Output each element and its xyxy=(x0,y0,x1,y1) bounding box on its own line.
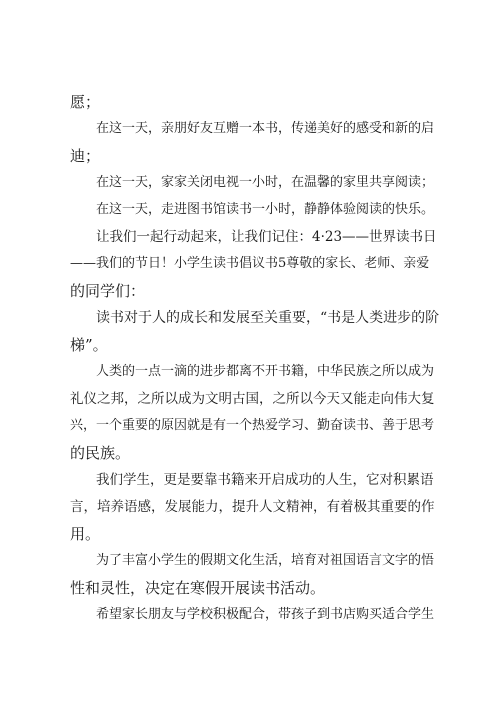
text-line: 让我们一起行动起来，让我们记住：4·23——世界读书日 xyxy=(96,229,437,245)
text-line: 我们学生，更是要靠书籍来开启成功的人生，它对积累语 xyxy=(96,472,434,488)
text-line: 用。 xyxy=(70,525,101,543)
text-line: ——我们的节日！小学生读书倡议书5尊敬的家长、老师、亲爱 xyxy=(70,256,430,271)
text-line: 言，培养语感，发展能力，提升人文精神，有着极其重要的作 xyxy=(70,499,435,515)
text-line: 的民族。 xyxy=(70,444,131,462)
text-line: 在这一天，亲朋好友互赠一本书，传递美好的感受和新的启 xyxy=(96,121,435,136)
text-line: 读书对于人的成长和发展至关重要，“书是人类进步的阶 xyxy=(96,310,440,326)
text-line: 的同学们： xyxy=(70,282,146,300)
text-line: 为了丰富小学生的假期文化生活，培育对祖国语言文字的悟 xyxy=(96,553,435,568)
text-line: 兴，一个重要的原因就是有一个热爱学习、勤奋读书、善于思考 xyxy=(70,418,435,433)
text-line: 礼仪之邦，之所以成为文明古国，之所以今天又能走向伟大复 xyxy=(70,391,435,407)
text-line: 迪； xyxy=(70,147,101,165)
text-line: 梯”。 xyxy=(70,336,108,354)
text-line: 性和灵性，决定在寒假开展读书活动。 xyxy=(70,579,326,597)
text-line: 在这一天，家家关闭电视一小时，在温馨的家里共享阅读； xyxy=(96,175,435,190)
text-line: 人类的一点一滴的进步都离不开书籍，中华民族之所以成为 xyxy=(96,364,435,379)
text-line: 在这一天，走进图书馆读书一小时，静静体验阅读的快乐。 xyxy=(96,202,435,217)
text-line: 希望家长朋友与学校积极配合，带孩子到书店购买适合学生 xyxy=(96,607,435,622)
text-line: 愿； xyxy=(70,93,101,111)
